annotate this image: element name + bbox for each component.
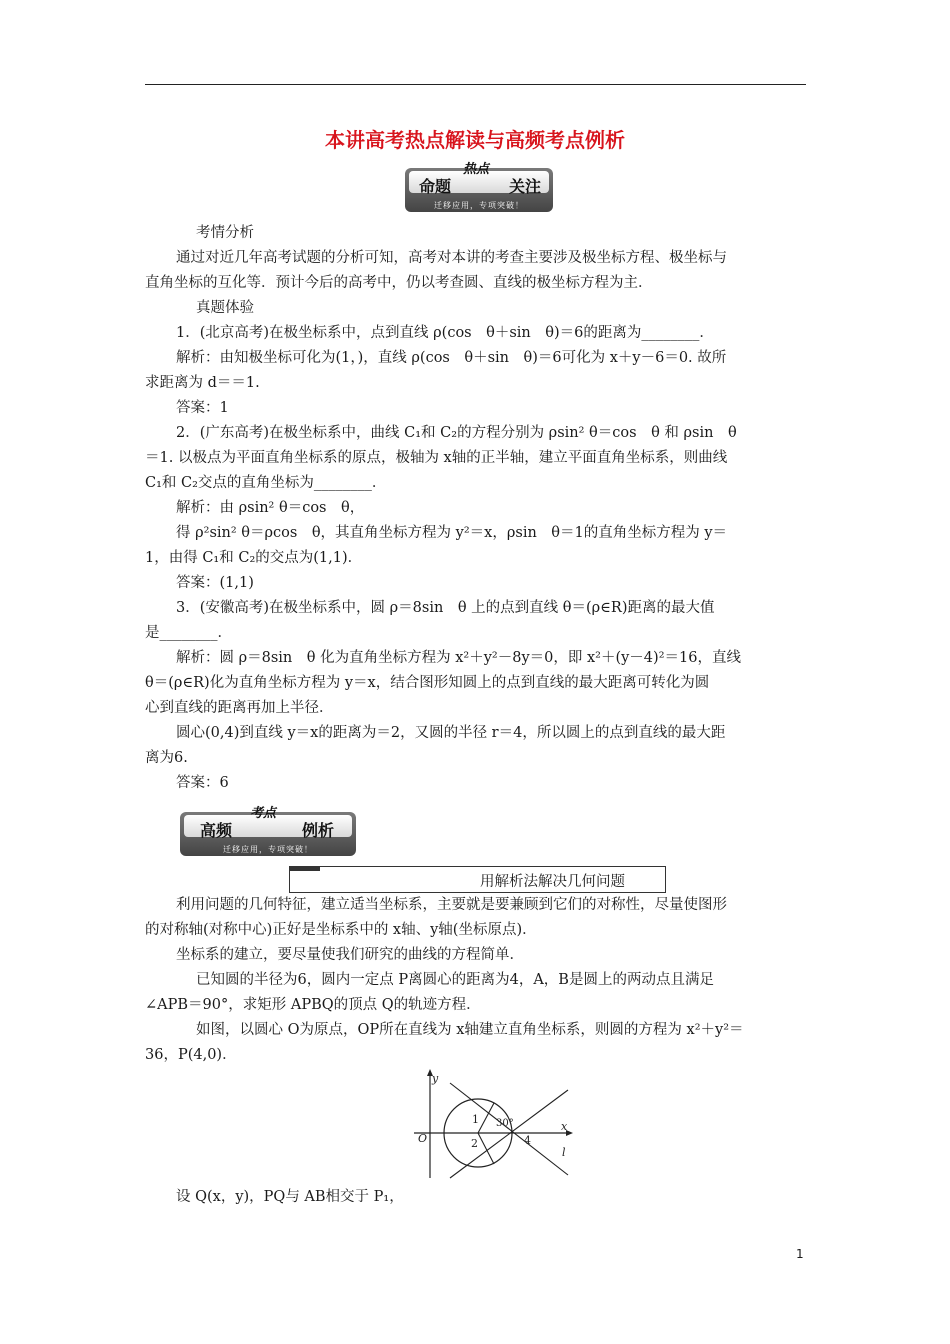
text-line: 设 Q(x，y)，PQ与 AB相交于 P₁，: [176, 1189, 404, 1205]
angle-30-label: 30°: [496, 1118, 514, 1129]
point-4-label: 4: [524, 1134, 531, 1147]
badge-right-text: 例析: [302, 821, 335, 840]
badge-subtitle: 迁移应用，专项突破！: [223, 845, 313, 854]
text-line: 圆心(0,4)到直线 y＝x的距离为＝2，又圆的半径 r＝4，所以圆上的点到直线的最大距: [176, 725, 726, 741]
angle-1-label: 1: [472, 1113, 479, 1126]
x-axis-label: x: [561, 1120, 568, 1133]
text-line: ∠APB＝90°，求矩形 APBQ的顶点 Q的轨迹方程．: [145, 997, 481, 1013]
text-line: 解析：由知极坐标可化为(1，)，直线 ρ(cos θ＋sin θ)＝6可化为 x＋y－6＝0. 故所: [176, 350, 727, 366]
text-line: 心到直线的距离再加上半径．: [145, 700, 334, 716]
text-line: θ＝(ρ∈R)化为直角坐标方程为 y＝x，结合图形知圆上的点到直线的最大距离可转化为圆: [145, 675, 710, 691]
geometry-figure: [410, 1068, 575, 1180]
badge-left-text: 命题: [419, 177, 452, 196]
text-line: 2．(广东高考)在极坐标系中，曲线 C₁和 C₂的方程分别为 ρsin² θ＝cos θ 和 ρsin θ: [176, 425, 737, 441]
section-badge-hot-topics: [405, 162, 553, 212]
text-line: 考情分析: [196, 225, 254, 241]
badge-mid-text: 考点: [250, 806, 277, 821]
text-line: 答案：6: [176, 775, 229, 791]
header-rule: [145, 84, 806, 85]
text-line: 利用问题的几何特征，建立适当坐标系，主要就是要兼顾到它们的对称性，尽量使图形: [176, 897, 727, 913]
topic-heading-box: [289, 866, 666, 893]
text-line: 解析：圆 ρ＝8sin θ 化为直角坐标方程为 x²＋y²－8y＝0，即 x²＋(y－4)²＝16，直线: [176, 650, 741, 666]
text-line: 36，P(4,0)．: [145, 1047, 237, 1063]
text-line: 的对称轴(对称中心)正好是坐标系中的 x轴、y轴(坐标原点)．: [145, 922, 537, 938]
text-line: 离为6.: [145, 750, 188, 766]
text-line: 通过对近几年高考试题的分析可知，高考对本讲的考查主要涉及极坐标方程、极坐标与: [176, 250, 727, 266]
text-line: 如图，以圆心 O为原点，OP所在直线为 x轴建立直角坐标系，则圆的方程为 x²＋y²＝: [196, 1022, 744, 1038]
text-line: 答案：1: [176, 400, 229, 416]
text-line: 3．(安徽高考)在极坐标系中，圆 ρ＝8sin θ 上的点到直线 θ＝(ρ∈R)距离的最大值: [176, 600, 715, 616]
text-line: 1．(北京高考)在极坐标系中，点到直线 ρ(cos θ＋sin θ)＝6的距离为________．: [176, 325, 714, 341]
text-line: 坐标系的建立，要尽量使我们研究的曲线的方程简单．: [176, 947, 524, 963]
text-line: 是________．: [145, 625, 232, 641]
text-line: 得 ρ²sin² θ＝ρcos θ，其直角坐标方程为 y²＝x，ρsin θ＝1的直角坐标方程为 y＝: [176, 525, 728, 541]
topic-heading-text: 用解析法解决几何问题: [480, 874, 625, 890]
badge-right-text: 关注: [509, 177, 542, 196]
y-axis-label: y: [432, 1072, 439, 1085]
section-badge-frequent-topics: [180, 806, 356, 856]
page-title: 本讲高考热点解读与高频考点例析: [325, 128, 625, 152]
badge-subtitle: 迁移应用，专项突破！: [434, 201, 524, 210]
text-line: 已知圆的半径为6，圆内一定点 P离圆心的距离为4，A，B是圆上的两动点且满足: [196, 972, 714, 988]
text-line: 求距离为 d＝＝1.: [145, 375, 260, 391]
page-number: 1: [796, 1247, 804, 1261]
text-line: 1，由得 C₁和 C₂的交点为(1,1)．: [145, 550, 363, 566]
text-line: 真题体验: [196, 300, 254, 316]
badge-left-text: 高频: [200, 821, 233, 840]
origin-label: O: [418, 1132, 428, 1145]
angle-2-label: 2: [471, 1137, 478, 1150]
text-line: ＝1. 以极点为平面直角坐标系的原点，极轴为 x轴的正半轴，建立平面直角坐标系，则曲线: [145, 450, 728, 466]
text-line: 答案：(1,1): [176, 575, 254, 591]
line-l-label: l: [562, 1146, 566, 1159]
text-line: C₁和 C₂交点的直角坐标为________．: [145, 475, 387, 491]
text-line: 直角坐标的互化等．预计今后的高考中，仍以考查圆、直线的极坐标方程为主．: [145, 275, 653, 291]
badge-mid-text: 热点: [463, 162, 490, 177]
text-line: 解析：由 ρsin² θ＝cos θ，: [176, 500, 365, 516]
